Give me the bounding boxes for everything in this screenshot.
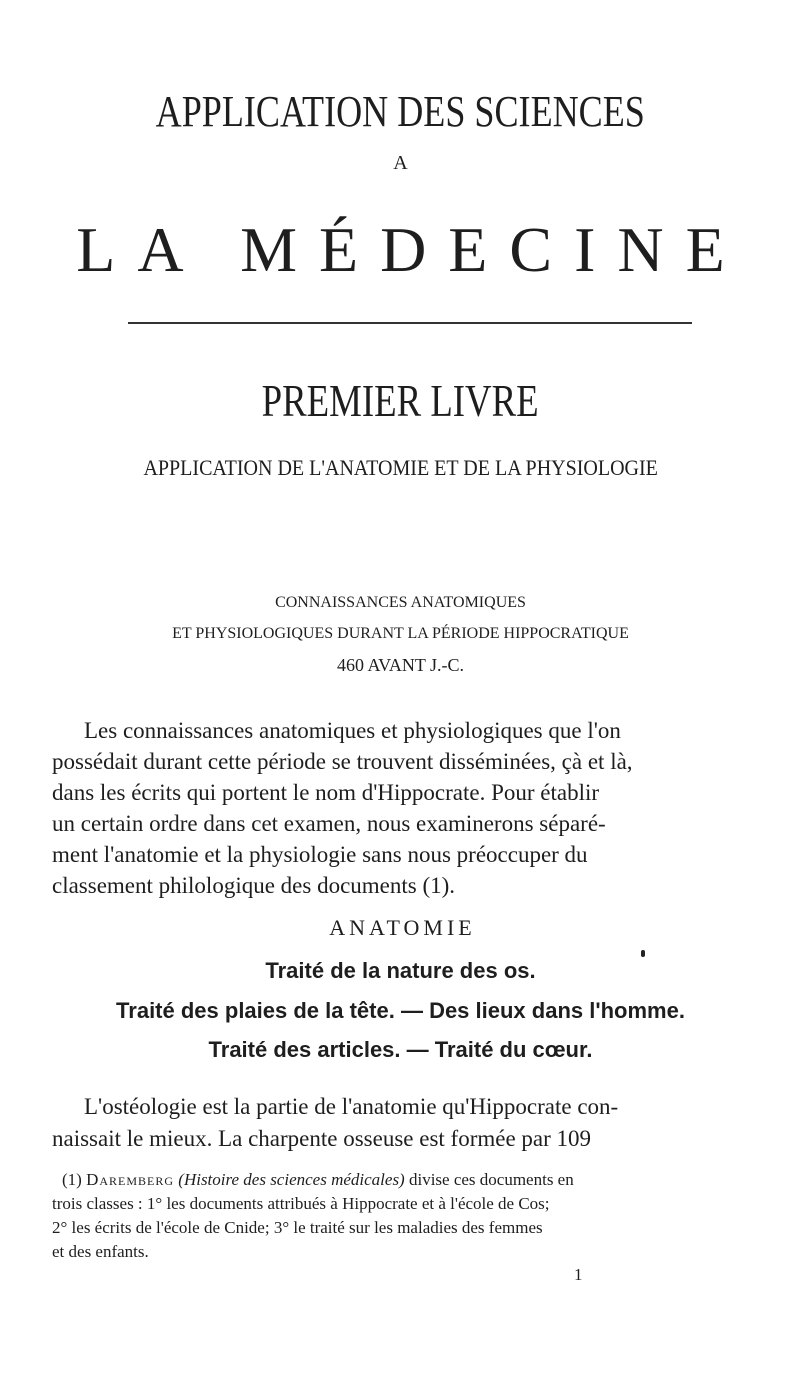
footnote-marker: (1) [62,1170,82,1189]
main-title [0,86,801,138]
treatise-line: Traité des plaies de la tête. — Des lieux dans l'homme. [116,998,685,1023]
page-number: 1 [574,1265,583,1284]
treatise-line: Traité de la nature des os. [265,958,536,983]
intro-line: dans les écrits qui portent le nom d'Hippocrate. Pour établir [52,780,600,805]
footnote-author: Daremberg [86,1170,175,1189]
book-title-text: PREMIER LIVRE [261,375,540,426]
title-divider [128,322,692,324]
footnote-work: (Histoire des sciences médicales) [178,1170,405,1189]
osteology-line: L'ostéologie est la partie de l'anatomie qu'Hippocrate con- [84,1094,619,1119]
section-heading-line-1: CONNAISSANCES ANATOMIQUES [275,594,526,611]
intro-line: un certain ordre dans cet examen, nous examinerons séparé- [52,811,606,836]
section-heading-date: 460 AVANT J.-C. [336,655,465,675]
section-heading-line-2: ET PHYSIOLOGIQUES DURANT LA PÉRIODE HIPPOCRATIQUE [172,625,629,642]
book-title [0,374,801,428]
intro-line: classement philologique des documents (1). [52,873,456,898]
footnote-line: 2° les écrits de l'école de Cnide; 3° le traité sur les maladies des femmes [52,1218,543,1237]
title-medecine: LA MÉDECINE [76,214,747,285]
title-connector: A [393,152,408,174]
book-subtitle [0,455,801,481]
footnote-line-1-rest: divise ces documents en [408,1170,574,1189]
book-subtitle-text: APPLICATION DE L'ANATOMIE ET DE LA PHYSIOLOGIE [143,455,658,480]
osteology-line: naissait le mieux. La charpente osseuse est formée par 109 [52,1126,592,1151]
intro-line: possédait durant cette période se trouvent disséminées, çà et là, [52,749,633,774]
footnote-line: trois classes : 1° les documents attribués à Hippocrate et à l'école de Cos; [52,1194,550,1213]
speck-mark [641,950,645,957]
footnote-line: et des enfants. [52,1242,149,1261]
intro-line: Les connaissances anatomiques et physiologiques que l'on [84,718,621,743]
main-title-text: APPLICATION DES SCIENCES [155,87,646,136]
intro-line: ment l'anatomie et la physiologie sans nous préoccuper du [52,842,588,867]
anatomie-heading: ANATOMIE [329,915,476,940]
footnote-line [62,1169,574,1191]
treatise-line: Traité des articles. — Traité du cœur. [208,1037,593,1062]
